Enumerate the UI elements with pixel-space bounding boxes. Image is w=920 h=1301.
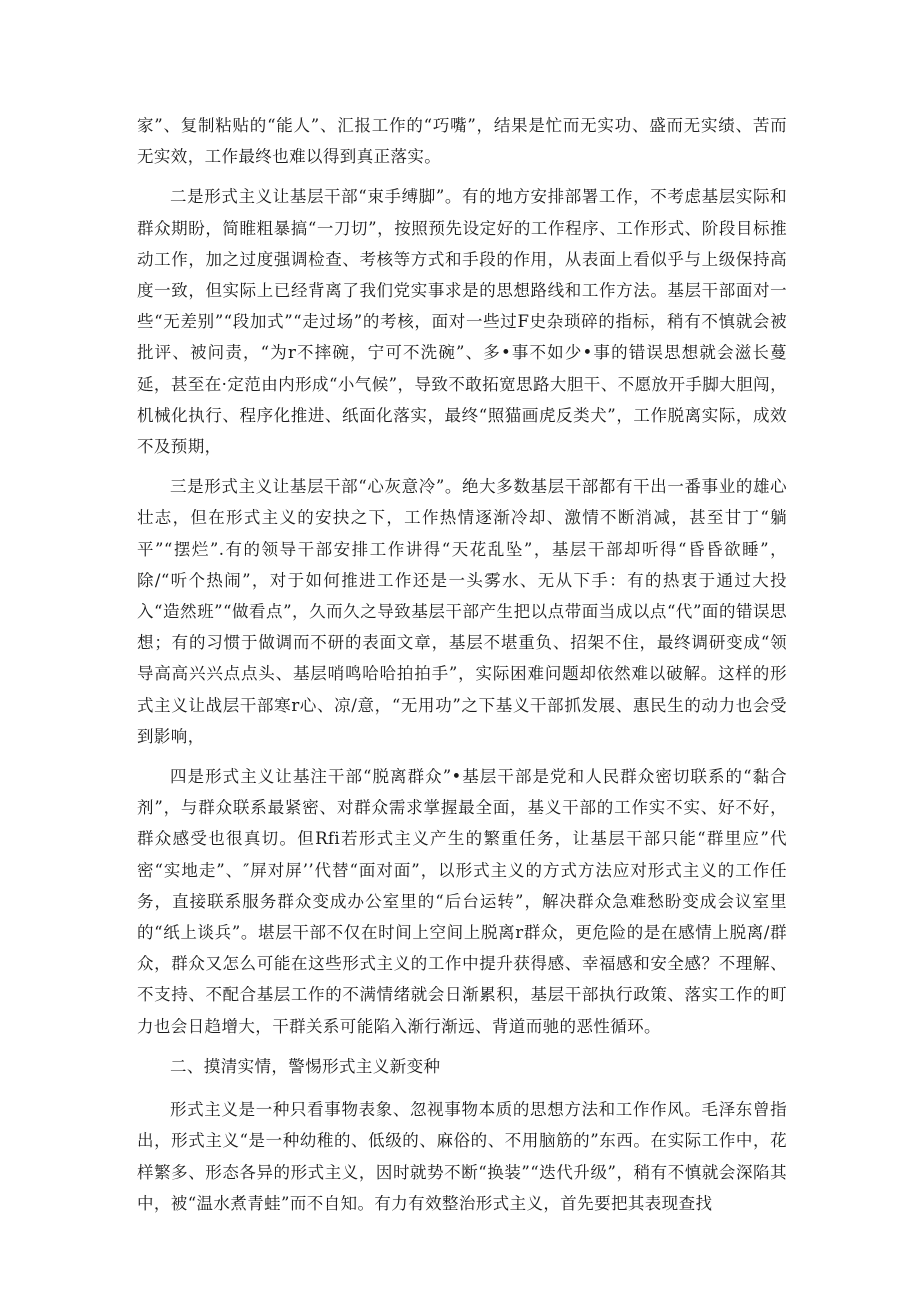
paragraph-continuation: 家”、复制粘贴的“能人”、汇报工作的“巧嘴”，结果是忙而无实功、盛而无实绩、苦而无实效，工作最终也难以得到真正落实。 [137,116,787,167]
paragraph-point-four: 四是形式主义让基注干部“脱离群众”•基层干部是党和人民群众密切联系的“黏合剂”，与群众联系最紧密、对群众需求掌握最全面，基义干部的工作实不实、好不好，群众感受也很真切。但Rfi若形式主义产生的繁重任务，让基层干部只能“群里应”代密“实地走”、″屏对屏’’代替“面对面”，以形式主义的方式方法应对形式主义的工作任务，直接联系服务群众变成办公室里的“后台运转”，解决群众急难愁盼变成会议室里的“纸上谈兵”。堪层干部不仅在时间上空间上脱离r群众，更危险的是在感情上脱离/群众，群众又怎么可能在这些形式主义的工作中提升获得感、幸福感和安全感？不理解、不支持、不配合基层工作的不满情绪就会日渐累积，基层干部执行政策、落实工作的町力也会日趋增大，干群关系可能陷入渐行渐远、背道而驰的恶性循环。 [137,767,787,1036]
paragraph-section-intro: 形式主义是一种只看事物表象、忽视事物本质的思想方法和工作作风。毛泽东曾指出，形式主义“是一种幼稚的、低级的、麻俗的、不用脑筋的”东西。在实际工作中，花样繁多、形态各异的形式主义，因时就势不断“换装”“迭代升级”，稍有不慎就会深陷其中，被“温水煮青蛙”而不自知。有力有效整治形式主义，首先要把其表现查找 [137,1100,787,1213]
paragraph-point-three: 三是形式主义让基层干部“心灰意冷”。绝大多数基层干部都有干出一番事业的雄心壮志，但在形式主义的安抉之下，工作热情逐渐冷却、激情不断消减，甚至甘丁“躺平”“摆烂”.有的领导干部安排工作讲得“天花乱坠”，基层干部却听得“昏昏欲睡”，除/“听个热闹”，对于如何推进工作还是一头雾水、无从下手：有的热衷于通过大投入“造然班”“做看点”，久而久之导致基层干部产生把以点带面当成以点“代”面的错误思想；有的习惯于做调而不研的表面文章，基层不堪重负、招架不住，最终调研变成“领导高高兴兴点点头、基层哨鸣哈哈拍拍手”，实际困难问题却依然难以破解。这样的形式主义让战层干部寒r心、凉/意，“无用功”之下基义干部抓发展、惠民生的动力也会受到影响， [137,477,787,746]
paragraph-point-two: 二是形式主义让基层干部“束手缚脚”。有的地方安排部署工作，不考虑基层实际和群众期盼，简睢粗暴搞“一刀切”，按照预先设定好的工作程序、工作形式、阶段目标推动工作，加之过度强调检查、考核等方式和手段的作用，从表面上看似乎与上级保持高度一致，但实际上已经背离了我们党实事求是的思想路线和工作方法。基层干部面对一些“无差别”“段加式”“走过场”的考核，面对一些过F史杂琐碎的指标，稍有不慎就会被批评、被问责，“为r不摔碗，宁可不洗碗”、多•事不如少•事的错误思想就会滋长蔓延，甚至在·定范由内形成“小气候”，导致不敢拓宽思路大胆干、不愿放开手脚大胆闯，机械化执行、程序化推进、纸面化落实，最终“照猫画虎反类犬”，工作脱离实际，成效不及预期， [137,187,787,457]
document-body [137,110,787,1228]
section-heading: 二、摸清实情，警惕形式主义新变种 [170,1056,441,1076]
